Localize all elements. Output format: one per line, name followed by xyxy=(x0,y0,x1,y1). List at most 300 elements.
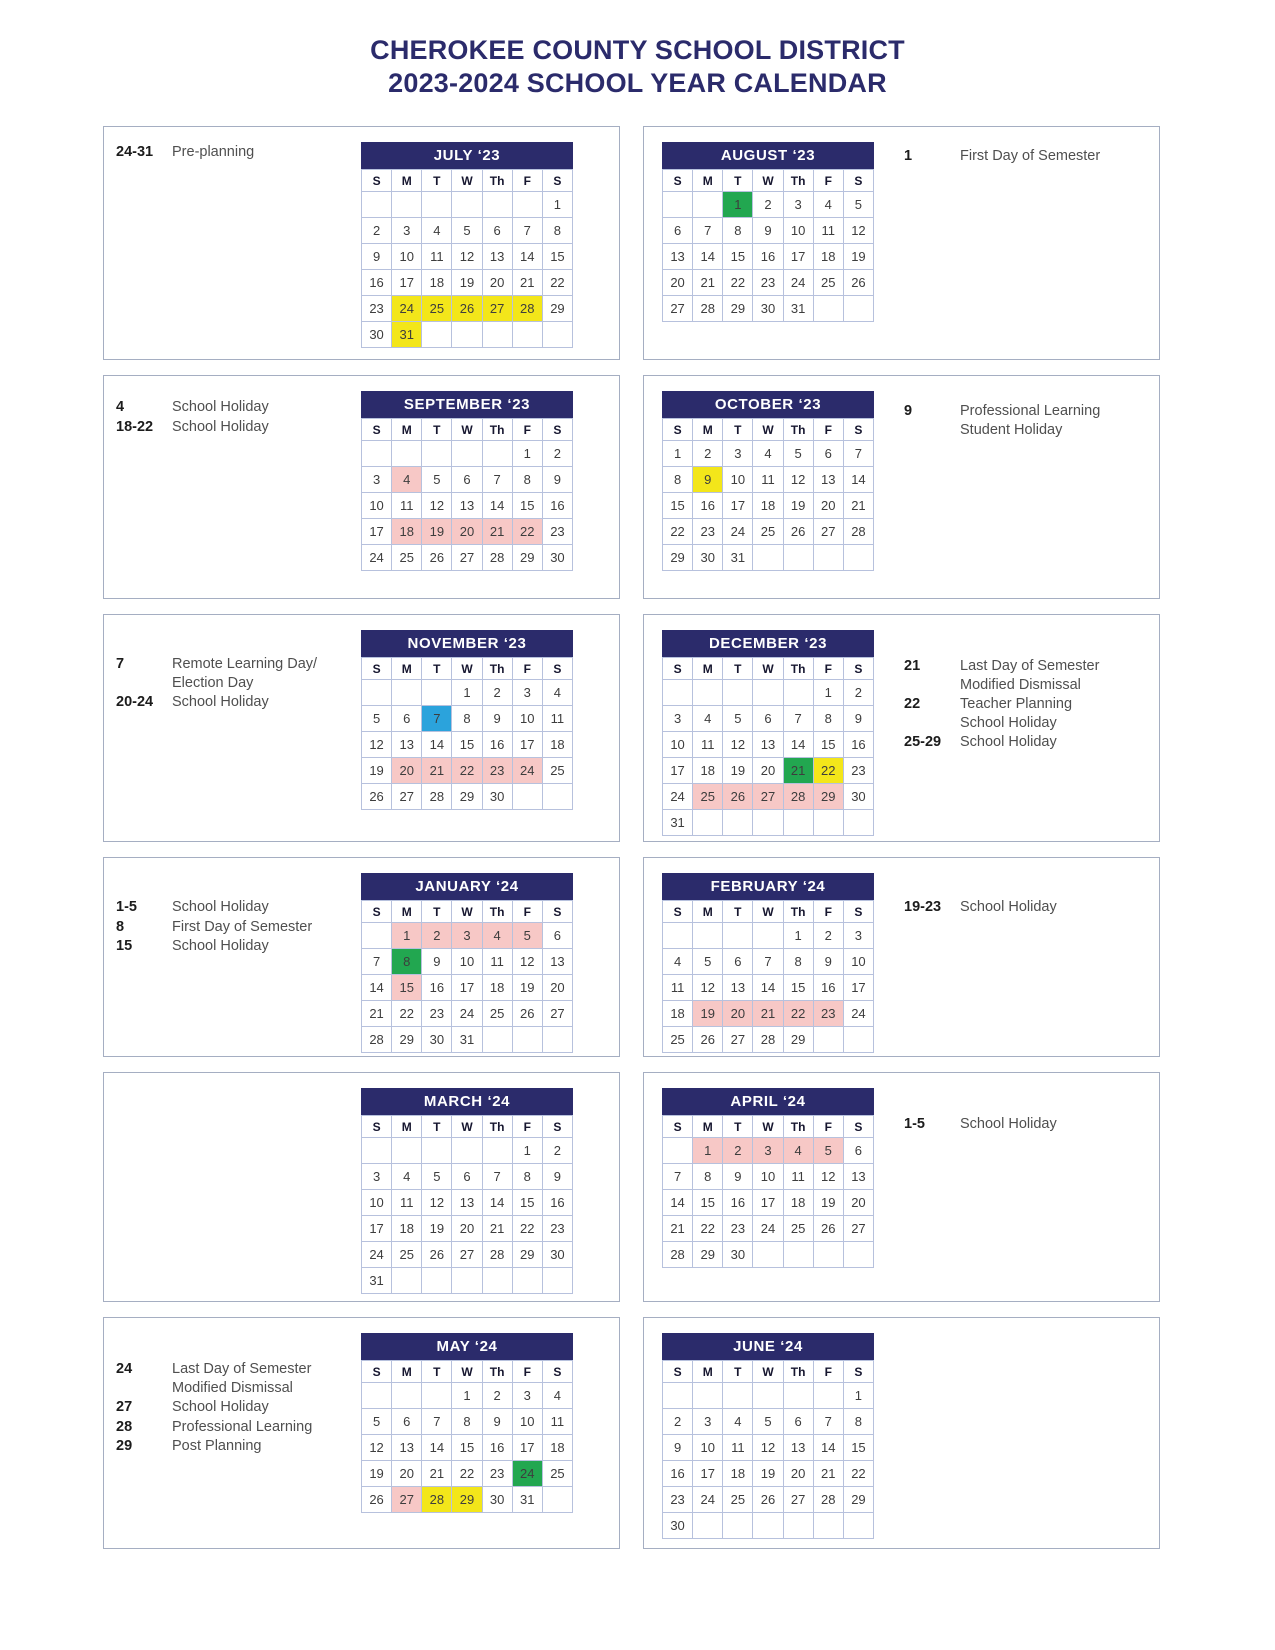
day-cell: 17 xyxy=(843,975,873,1001)
day-cell: 5 xyxy=(813,1138,843,1164)
day-cell: 30 xyxy=(542,1242,572,1268)
day-cell: 17 xyxy=(362,519,392,545)
day-cell: 9 xyxy=(663,1435,693,1461)
day-of-week-header: Th xyxy=(482,419,512,441)
day-cell: 16 xyxy=(663,1461,693,1487)
empty-day-cell xyxy=(843,810,873,836)
day-cell: 2 xyxy=(542,441,572,467)
day-cell: 9 xyxy=(482,1409,512,1435)
day-of-week-header: S xyxy=(362,1116,392,1138)
annotations-february xyxy=(874,858,1159,1056)
day-cell: 7 xyxy=(843,441,873,467)
day-of-week-header: S xyxy=(663,419,693,441)
day-cell: 5 xyxy=(753,1409,783,1435)
day-cell: 14 xyxy=(482,1190,512,1216)
day-cell: 21 xyxy=(482,519,512,545)
day-cell: 17 xyxy=(663,758,693,784)
day-cell: 11 xyxy=(542,1409,572,1435)
month-grid xyxy=(361,657,573,810)
day-cell: 9 xyxy=(813,949,843,975)
day-cell: 14 xyxy=(663,1190,693,1216)
annotation-label: School Holiday xyxy=(172,694,269,710)
day-cell: 13 xyxy=(392,732,422,758)
day-of-week-header: T xyxy=(723,658,753,680)
empty-day-cell xyxy=(813,1383,843,1409)
day-cell: 23 xyxy=(362,296,392,322)
day-cell: 12 xyxy=(422,493,452,519)
panel-march xyxy=(103,1072,620,1302)
annotation-dates: 24-31 xyxy=(116,144,154,160)
day-of-week-header: S xyxy=(362,901,392,923)
annotations-june xyxy=(874,1318,1159,1548)
day-of-week-header: W xyxy=(753,1116,783,1138)
day-cell: 27 xyxy=(753,784,783,810)
day-cell: 19 xyxy=(813,1190,843,1216)
empty-day-cell xyxy=(362,1383,392,1409)
day-cell: 15 xyxy=(843,1435,873,1461)
day-cell: 30 xyxy=(723,1242,753,1268)
annotation xyxy=(116,1398,361,1417)
day-cell: 24 xyxy=(663,784,693,810)
day-cell: 16 xyxy=(482,1435,512,1461)
empty-day-cell xyxy=(482,1027,512,1053)
day-cell: 1 xyxy=(663,441,693,467)
day-of-week-header: W xyxy=(753,419,783,441)
day-cell: 21 xyxy=(512,270,542,296)
annotation-dates: 28 xyxy=(116,1418,133,1435)
day-cell: 31 xyxy=(452,1027,482,1053)
day-cell: 30 xyxy=(362,322,392,348)
panel-october xyxy=(643,375,1160,599)
day-cell: 26 xyxy=(723,784,753,810)
day-cell: 21 xyxy=(843,493,873,519)
day-of-week-header: S xyxy=(542,1116,572,1138)
day-cell: 13 xyxy=(783,1435,813,1461)
day-cell: 24 xyxy=(753,1216,783,1242)
empty-day-cell xyxy=(723,680,753,706)
day-cell: 4 xyxy=(542,680,572,706)
day-cell: 22 xyxy=(663,519,693,545)
day-cell: 7 xyxy=(482,1164,512,1190)
day-cell: 25 xyxy=(693,784,723,810)
day-cell: 10 xyxy=(392,244,422,270)
empty-day-cell xyxy=(783,1513,813,1539)
empty-day-cell xyxy=(422,1383,452,1409)
day-of-week-header: S xyxy=(542,901,572,923)
day-cell: 8 xyxy=(813,706,843,732)
day-cell: 24 xyxy=(362,1242,392,1268)
day-of-week-header: Th xyxy=(783,901,813,923)
day-of-week-header: F xyxy=(813,170,843,192)
day-cell: 4 xyxy=(753,441,783,467)
annotation-dates: 24 xyxy=(116,1361,133,1377)
day-cell: 20 xyxy=(723,1001,753,1027)
day-of-week-header: M xyxy=(693,170,723,192)
empty-day-cell xyxy=(362,680,392,706)
annotation-label: School Holiday xyxy=(172,938,269,954)
day-cell: 12 xyxy=(843,218,873,244)
day-cell: 30 xyxy=(542,545,572,571)
day-of-week-header: F xyxy=(512,170,542,192)
day-of-week-header: S xyxy=(843,658,873,680)
day-cell: 27 xyxy=(843,1216,873,1242)
day-cell: 25 xyxy=(392,545,422,571)
day-cell: 18 xyxy=(542,732,572,758)
annotation-label: School Holiday xyxy=(960,734,1057,750)
day-of-week-header: M xyxy=(392,901,422,923)
day-cell: 13 xyxy=(542,949,572,975)
day-of-week-header: S xyxy=(843,419,873,441)
day-cell: 27 xyxy=(452,1242,482,1268)
empty-day-cell xyxy=(392,1383,422,1409)
day-of-week-header: W xyxy=(452,1361,482,1383)
day-cell: 5 xyxy=(512,923,542,949)
empty-day-cell xyxy=(723,1513,753,1539)
day-cell: 2 xyxy=(663,1409,693,1435)
day-of-week-header: T xyxy=(422,170,452,192)
day-cell: 28 xyxy=(783,784,813,810)
empty-day-cell xyxy=(362,1138,392,1164)
day-cell: 6 xyxy=(843,1138,873,1164)
page-title xyxy=(0,34,1275,100)
empty-day-cell xyxy=(422,441,452,467)
day-cell: 15 xyxy=(663,493,693,519)
day-cell: 18 xyxy=(813,244,843,270)
day-cell: 21 xyxy=(813,1461,843,1487)
day-cell: 9 xyxy=(723,1164,753,1190)
empty-day-cell xyxy=(693,1513,723,1539)
day-cell: 10 xyxy=(783,218,813,244)
day-of-week-header: T xyxy=(723,1116,753,1138)
day-cell: 23 xyxy=(482,1461,512,1487)
day-cell: 3 xyxy=(512,1383,542,1409)
annotation-label: Last Day of Semester Modified Dismissal xyxy=(960,658,1100,693)
day-cell: 22 xyxy=(723,270,753,296)
day-cell: 10 xyxy=(362,1190,392,1216)
day-cell: 11 xyxy=(693,732,723,758)
day-cell: 9 xyxy=(693,467,723,493)
day-cell: 8 xyxy=(512,467,542,493)
month-grid xyxy=(662,1115,874,1268)
annotation-dates: 15 xyxy=(116,938,133,954)
day-cell: 25 xyxy=(392,1242,422,1268)
day-of-week-header: S xyxy=(542,419,572,441)
day-cell: 24 xyxy=(452,1001,482,1027)
day-cell: 2 xyxy=(753,192,783,218)
day-cell: 13 xyxy=(482,244,512,270)
day-cell: 8 xyxy=(843,1409,873,1435)
day-cell: 11 xyxy=(392,1190,422,1216)
annotation-label: First Day of Semester xyxy=(960,148,1101,164)
day-cell: 15 xyxy=(813,732,843,758)
row-mar-apr xyxy=(103,1072,1160,1302)
empty-day-cell xyxy=(392,1138,422,1164)
day-cell: 7 xyxy=(783,706,813,732)
day-of-week-header: W xyxy=(753,170,783,192)
day-cell: 23 xyxy=(753,270,783,296)
day-cell: 10 xyxy=(512,706,542,732)
day-cell: 19 xyxy=(452,270,482,296)
day-of-week-header: F xyxy=(813,419,843,441)
day-cell: 1 xyxy=(392,923,422,949)
day-cell: 21 xyxy=(693,270,723,296)
day-cell: 23 xyxy=(422,1001,452,1027)
day-cell: 24 xyxy=(843,1001,873,1027)
empty-day-cell xyxy=(663,923,693,949)
day-cell: 27 xyxy=(392,1487,422,1513)
empty-day-cell xyxy=(482,322,512,348)
day-cell: 27 xyxy=(452,545,482,571)
day-cell: 5 xyxy=(693,949,723,975)
empty-day-cell xyxy=(512,322,542,348)
day-cell: 31 xyxy=(392,322,422,348)
day-cell: 2 xyxy=(362,218,392,244)
day-of-week-header: S xyxy=(362,658,392,680)
day-cell: 24 xyxy=(512,758,542,784)
day-cell: 23 xyxy=(843,758,873,784)
day-cell: 22 xyxy=(542,270,572,296)
annotation-label: School Holiday xyxy=(960,1116,1057,1132)
day-cell: 21 xyxy=(422,758,452,784)
day-cell: 29 xyxy=(542,296,572,322)
day-cell: 28 xyxy=(482,545,512,571)
annotations-january xyxy=(104,858,361,1056)
empty-day-cell xyxy=(542,1268,572,1294)
day-of-week-header: S xyxy=(542,170,572,192)
day-of-week-header: Th xyxy=(783,1361,813,1383)
day-of-week-header: S xyxy=(362,1361,392,1383)
empty-day-cell xyxy=(693,192,723,218)
day-cell: 20 xyxy=(452,1216,482,1242)
day-cell: 3 xyxy=(452,923,482,949)
day-of-week-header: M xyxy=(392,1361,422,1383)
day-cell: 8 xyxy=(452,1409,482,1435)
day-cell: 6 xyxy=(482,218,512,244)
day-cell: 29 xyxy=(723,296,753,322)
day-cell: 7 xyxy=(512,218,542,244)
empty-day-cell xyxy=(422,192,452,218)
day-cell: 6 xyxy=(452,1164,482,1190)
day-cell: 14 xyxy=(813,1435,843,1461)
day-cell: 24 xyxy=(723,519,753,545)
annotations-may xyxy=(104,1318,361,1548)
annotation-label: Last Day of Semester Modified Dismissal xyxy=(172,1361,312,1396)
empty-day-cell xyxy=(753,923,783,949)
empty-day-cell xyxy=(723,810,753,836)
day-of-week-header: W xyxy=(753,901,783,923)
day-cell: 18 xyxy=(753,493,783,519)
day-cell: 28 xyxy=(422,1487,452,1513)
day-cell: 3 xyxy=(362,467,392,493)
empty-day-cell xyxy=(542,1027,572,1053)
day-cell: 30 xyxy=(422,1027,452,1053)
day-cell: 23 xyxy=(693,519,723,545)
day-of-week-header: S xyxy=(362,170,392,192)
annotation-label: Pre-planning xyxy=(172,144,255,160)
day-cell: 16 xyxy=(723,1190,753,1216)
empty-day-cell xyxy=(753,1242,783,1268)
annotation-dates: 22 xyxy=(904,696,921,712)
annotation-label: School Holiday xyxy=(960,899,1057,915)
day-cell: 29 xyxy=(452,784,482,810)
day-cell: 1 xyxy=(512,1138,542,1164)
day-of-week-header: F xyxy=(813,1116,843,1138)
day-cell: 18 xyxy=(392,1216,422,1242)
day-cell: 3 xyxy=(512,680,542,706)
day-cell: 4 xyxy=(813,192,843,218)
day-cell: 24 xyxy=(512,1461,542,1487)
day-cell: 17 xyxy=(693,1461,723,1487)
day-of-week-header: W xyxy=(452,658,482,680)
day-cell: 11 xyxy=(663,975,693,1001)
day-cell: 15 xyxy=(542,244,572,270)
day-of-week-header: S xyxy=(843,1116,873,1138)
day-cell: 12 xyxy=(723,732,753,758)
day-cell: 22 xyxy=(783,1001,813,1027)
empty-day-cell xyxy=(482,192,512,218)
day-cell: 6 xyxy=(723,949,753,975)
day-cell: 1 xyxy=(843,1383,873,1409)
day-cell: 6 xyxy=(452,467,482,493)
day-of-week-header: S xyxy=(663,658,693,680)
day-cell: 2 xyxy=(542,1138,572,1164)
empty-day-cell xyxy=(783,680,813,706)
day-cell: 10 xyxy=(512,1409,542,1435)
day-cell: 31 xyxy=(723,545,753,571)
day-cell: 16 xyxy=(362,270,392,296)
day-cell: 30 xyxy=(843,784,873,810)
calendar-grid-area xyxy=(103,126,1160,1549)
title-line1: CHEROKEE COUNTY SCHOOL DISTRICT xyxy=(370,35,905,65)
day-of-week-header: S xyxy=(843,901,873,923)
day-cell: 4 xyxy=(542,1383,572,1409)
day-of-week-header: W xyxy=(753,658,783,680)
day-cell: 2 xyxy=(813,923,843,949)
day-cell: 26 xyxy=(753,1487,783,1513)
annotation xyxy=(116,693,361,712)
calendar-july xyxy=(361,142,573,359)
annotation-dates: 9 xyxy=(904,403,913,419)
day-cell: 7 xyxy=(753,949,783,975)
day-of-week-header: S xyxy=(663,170,693,192)
day-cell: 26 xyxy=(512,1001,542,1027)
day-of-week-header: S xyxy=(843,1361,873,1383)
month-grid xyxy=(662,169,874,322)
annotation-dates: 1-5 xyxy=(904,1116,925,1132)
day-cell: 15 xyxy=(783,975,813,1001)
day-of-week-header: M xyxy=(693,419,723,441)
day-cell: 5 xyxy=(783,441,813,467)
day-of-week-header: Th xyxy=(783,419,813,441)
day-cell: 22 xyxy=(392,1001,422,1027)
month-grid xyxy=(361,418,573,571)
day-cell: 19 xyxy=(422,519,452,545)
day-cell: 26 xyxy=(783,519,813,545)
annotation xyxy=(116,1360,361,1397)
annotation-dates: 19-23 xyxy=(904,899,942,915)
empty-day-cell xyxy=(693,810,723,836)
day-cell: 15 xyxy=(392,975,422,1001)
annotation xyxy=(904,1115,1159,1134)
day-cell: 4 xyxy=(422,218,452,244)
day-cell: 4 xyxy=(482,923,512,949)
annotation-label: School Holiday xyxy=(172,899,269,915)
day-of-week-header: M xyxy=(392,658,422,680)
day-cell: 28 xyxy=(843,519,873,545)
day-cell: 6 xyxy=(783,1409,813,1435)
day-cell: 28 xyxy=(362,1027,392,1053)
day-cell: 16 xyxy=(422,975,452,1001)
day-cell: 12 xyxy=(452,244,482,270)
annotation-dates: 21 xyxy=(904,658,921,674)
day-cell: 7 xyxy=(693,218,723,244)
panel-november xyxy=(103,614,620,842)
day-cell: 19 xyxy=(693,1001,723,1027)
day-of-week-header: S xyxy=(362,419,392,441)
month-grid xyxy=(361,900,573,1053)
empty-day-cell xyxy=(753,545,783,571)
month-title: MAY ‘24 xyxy=(361,1333,573,1360)
month-title: APRIL ‘24 xyxy=(662,1088,874,1115)
day-cell: 15 xyxy=(452,1435,482,1461)
panel-august xyxy=(643,126,1160,360)
day-cell: 2 xyxy=(723,1138,753,1164)
day-cell: 10 xyxy=(362,493,392,519)
empty-day-cell xyxy=(452,192,482,218)
day-cell: 22 xyxy=(693,1216,723,1242)
day-cell: 3 xyxy=(723,441,753,467)
day-cell: 14 xyxy=(422,1435,452,1461)
panel-december xyxy=(643,614,1160,842)
day-cell: 29 xyxy=(452,1487,482,1513)
empty-day-cell xyxy=(392,441,422,467)
day-cell: 30 xyxy=(482,1487,512,1513)
day-cell: 23 xyxy=(723,1216,753,1242)
day-cell: 17 xyxy=(783,244,813,270)
panel-may xyxy=(103,1317,620,1549)
empty-day-cell xyxy=(422,680,452,706)
day-cell: 18 xyxy=(422,270,452,296)
day-cell: 14 xyxy=(843,467,873,493)
panel-january xyxy=(103,857,620,1057)
day-of-week-header: M xyxy=(693,901,723,923)
day-cell: 25 xyxy=(482,1001,512,1027)
day-of-week-header: Th xyxy=(482,658,512,680)
day-cell: 9 xyxy=(482,706,512,732)
annotation-label: Remote Learning Day/ Election Day xyxy=(172,656,318,691)
day-cell: 25 xyxy=(813,270,843,296)
day-cell: 17 xyxy=(753,1190,783,1216)
month-title: MARCH ‘24 xyxy=(361,1088,573,1115)
empty-day-cell xyxy=(813,545,843,571)
day-cell: 11 xyxy=(723,1435,753,1461)
day-cell: 30 xyxy=(753,296,783,322)
day-cell: 12 xyxy=(783,467,813,493)
empty-day-cell xyxy=(843,545,873,571)
day-cell: 30 xyxy=(693,545,723,571)
empty-day-cell xyxy=(452,1138,482,1164)
day-cell: 26 xyxy=(693,1027,723,1053)
empty-day-cell xyxy=(813,1242,843,1268)
day-cell: 4 xyxy=(783,1138,813,1164)
day-cell: 14 xyxy=(422,732,452,758)
month-title: OCTOBER ‘23 xyxy=(662,391,874,418)
day-cell: 11 xyxy=(542,706,572,732)
month-title: JUNE ‘24 xyxy=(662,1333,874,1360)
calendar-november xyxy=(361,630,573,841)
day-of-week-header: Th xyxy=(482,1116,512,1138)
day-cell: 6 xyxy=(753,706,783,732)
